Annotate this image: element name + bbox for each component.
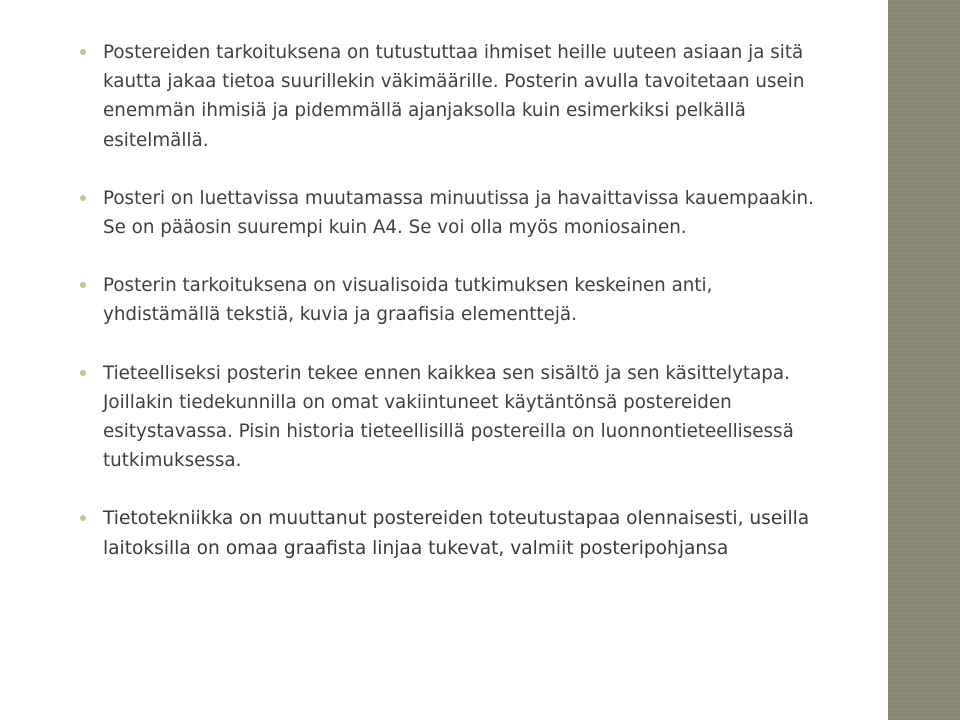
text-line: kautta jakaa tietoa suurillekin väkimäärille. Posterin avulla tavoitetaan usein bbox=[103, 71, 805, 93]
text-line: yhdistämällä tekstiä, kuvia ja graafisia elementtejä. bbox=[103, 304, 577, 326]
text-line: enemmän ihmisiä ja pidemmällä ajanjaksolla kuin esimerkiksi pelkällä bbox=[103, 100, 746, 122]
text-line: esitystavassa. Pisin historia tieteellisillä postereilla on luonnontieteellisessä bbox=[103, 421, 794, 443]
bullet-text bbox=[103, 38, 870, 155]
decorative-sidebar bbox=[888, 0, 960, 720]
text-line: Postereiden tarkoituksena on tutustuttaa ihmiset heille uuteen asiaan ja sitä bbox=[103, 42, 804, 63]
bullet-item bbox=[80, 38, 870, 155]
text-line: Tieteelliseksi posterin tekee ennen kaikkea sen sisältö ja sen käsittelytapa. bbox=[103, 362, 790, 384]
text-line: Joillakin tiedekunnilla on omat vakiintuneet käytäntönsä postereiden bbox=[103, 391, 732, 413]
bullet-dot-icon bbox=[80, 515, 86, 521]
text-line: laitoksilla on omaa graafista linjaa tukevat, valmiit posteripohjansa bbox=[103, 537, 729, 559]
bullet-dot-icon bbox=[80, 49, 86, 55]
bullet-item bbox=[80, 184, 870, 242]
text-line: tutkimuksessa. bbox=[103, 450, 242, 472]
bullet-item bbox=[80, 504, 870, 562]
text-line: Se on pääosin suurempi kuin A4. Se voi olla myös moniosainen. bbox=[103, 217, 687, 239]
text-line: Tietotekniikka on muuttanut postereiden toteutustapaa olennaisesti, useilla bbox=[103, 508, 810, 530]
text-line: Posteri on luettavissa muutamassa minuutissa ja havaittavissa kauempaakin. bbox=[103, 187, 814, 209]
bullet-item bbox=[80, 271, 870, 329]
bullet-dot-icon bbox=[80, 195, 86, 201]
bullet-dot-icon bbox=[80, 282, 86, 288]
text-line: esitelmällä. bbox=[103, 129, 209, 151]
bullet-text bbox=[103, 184, 870, 242]
text-line: Posterin tarkoituksena on visualisoida tutkimuksen keskeinen anti, bbox=[103, 275, 713, 297]
bullet-text bbox=[103, 504, 870, 562]
bullet-text bbox=[103, 271, 870, 329]
bullet-list bbox=[80, 38, 870, 592]
bullet-item bbox=[80, 359, 870, 476]
bullet-dot-icon bbox=[80, 370, 86, 376]
bullet-text bbox=[103, 359, 870, 476]
